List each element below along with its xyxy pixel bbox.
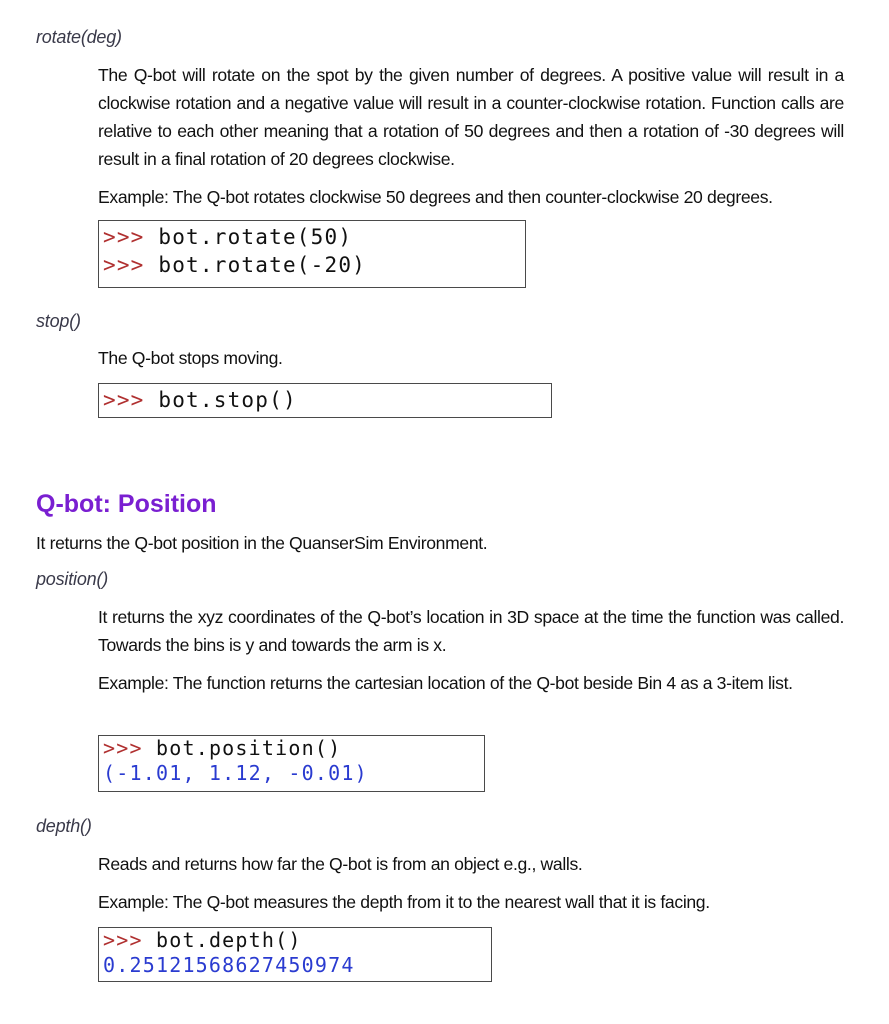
code-line (103, 928, 491, 953)
code-prompt: >>> (103, 253, 145, 277)
stop-code-block (98, 383, 552, 418)
code-prompt: >>> (103, 736, 143, 760)
code-text: bot.depth() (142, 928, 302, 952)
rotate-code-block (98, 220, 526, 288)
stop-description: The Q-bot stops moving. (98, 348, 283, 368)
stop-signature: stop() (36, 311, 81, 331)
code-text: bot.rotate(50) (144, 225, 353, 249)
code-output: 0.25121568627450974 (103, 953, 355, 977)
rotate-signature: rotate(deg) (36, 27, 122, 47)
position-description: It returns the xyz coordinates of the Q-bot’s location in 3D space at the time the function was called. Towards the bins is y and towards the arm is x. (98, 607, 844, 655)
section-intro: It returns the Q-bot position in the QuanserSim Environment. (36, 533, 488, 553)
depth-code-block (98, 927, 492, 982)
rotate-example: Example: The Q-bot rotates clockwise 50 degrees and then counter-clockwise 20 degrees. (98, 187, 773, 207)
position-code-block (98, 735, 485, 792)
code-text: bot.position() (142, 736, 342, 760)
code-text: bot.stop() (144, 388, 297, 412)
depth-signature: depth() (36, 816, 92, 836)
code-line (103, 386, 551, 414)
code-line (103, 736, 484, 761)
depth-example: Example: The Q-bot measures the depth from it to the nearest wall that it is facing. (98, 892, 710, 912)
code-text: bot.rotate(-20) (144, 253, 367, 277)
code-prompt: >>> (103, 928, 143, 952)
section-heading: Q-bot: Position (36, 490, 217, 518)
code-line (103, 223, 525, 251)
code-output: (-1.01, 1.12, -0.01) (103, 761, 368, 785)
position-signature: position() (36, 569, 109, 589)
position-example: Example: The function returns the cartesian location of the Q-bot beside Bin 4 as a 3-item list. (98, 673, 793, 693)
code-line (103, 251, 525, 279)
code-prompt: >>> (103, 225, 145, 249)
code-prompt: >>> (103, 388, 145, 412)
depth-description: Reads and returns how far the Q-bot is from an object e.g., walls. (98, 854, 583, 874)
rotate-description: The Q-bot will rotate on the spot by the given number of degrees. A positive value will result in a clockwise rotation and a negative value will result in a counter-clockwise rotation. Function calls are relative to each other meaning that a rotation of 50 degrees and then a rotation of -30 degrees will result in a final rotation of 20 degrees clockwise. (98, 65, 844, 169)
